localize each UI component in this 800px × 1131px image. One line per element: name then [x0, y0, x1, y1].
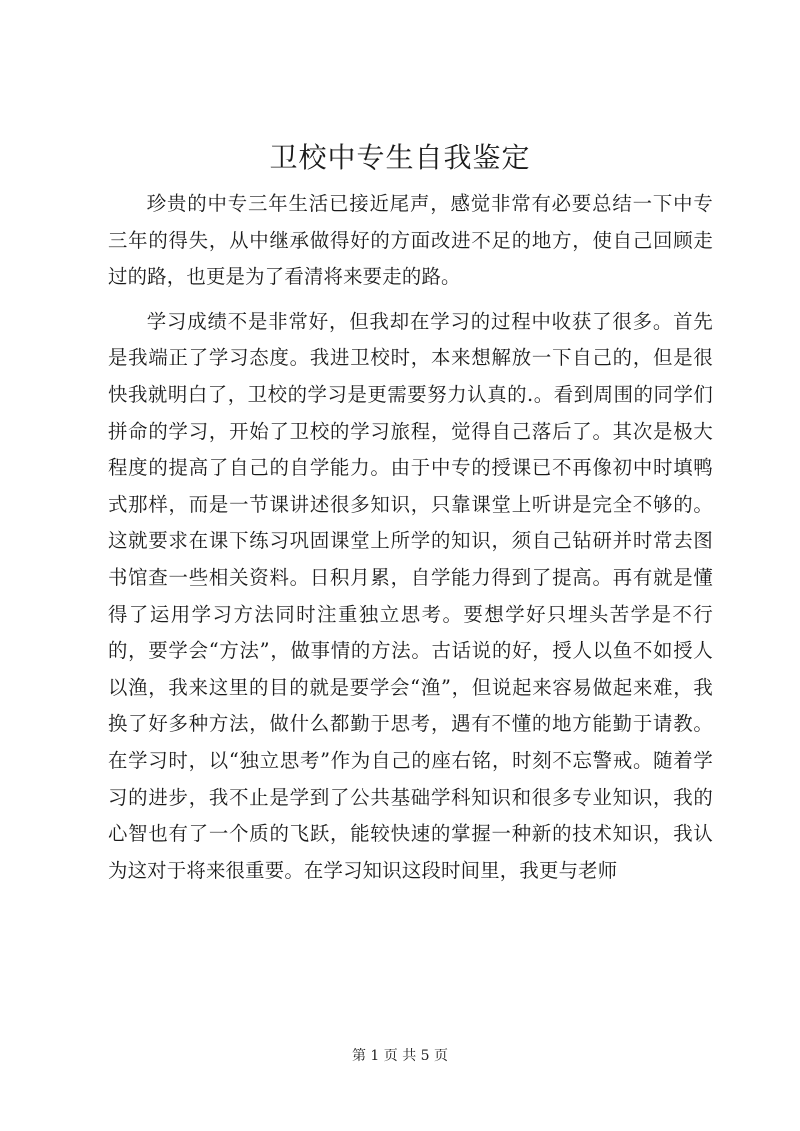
document-title: 卫校中专生自我鉴定 [269, 141, 531, 174]
paragraph-study: 学习成绩不是非常好，但我却在学习的过程中收获了很多。首先是我端正了学习态度。我进卫校时，本来想解放一下自己的，但是很快我就明白了，卫校的学习是更需要努力认真的.。看到周围的同学们拼命的学习，开始了卫校的学习旅程，觉得自己落后了。其次是极大程度的提高了自己的自学能力。由于中专的授课已不再像初中时填鸭式那样，而是一节课讲述很多知识，只靠课堂上听讲是完全不够的。这就要求在课下练习巩固课堂上所学的知识，须自己钻研并时常去图书馆查一些相关资料。日积月累，自学能力得到了提高。再有就是懂得了运用学习方法同时注重独立思考。要想学好只埋头苦学是不行的，要学会“方法”，做事情的方法。古话说的好，授人以鱼不如授人以渔，我来这里的目的就是要学会“渔”，但说起来容易做起来难，我换了好多种方法，做什么都勤于思考，遇有不懂的地方能勤于请教。在学习时，以“独立思考”作为自己的座右铭，时刻不忘警戒。随着学习的进步，我不止是学到了公共基础学科知识和很多专业知识，我的心智也有了一个质的飞跃，能较快速的掌握一种新的技术知识，我认为这对于将来很重要。在学习知识这段时间里，我更与老师 [108, 309, 713, 882]
page-number-footer: 第 1 页 共 5 页 [351, 1048, 449, 1064]
document-body [108, 186, 713, 889]
paragraph-intro: 珍贵的中专三年生活已接近尾声，感觉非常有必要总结一下中专三年的得失，从中继承做得好的方面改进不足的地方，使自己回顾走过的路，也更是为了看清将来要走的路。 [108, 192, 713, 289]
